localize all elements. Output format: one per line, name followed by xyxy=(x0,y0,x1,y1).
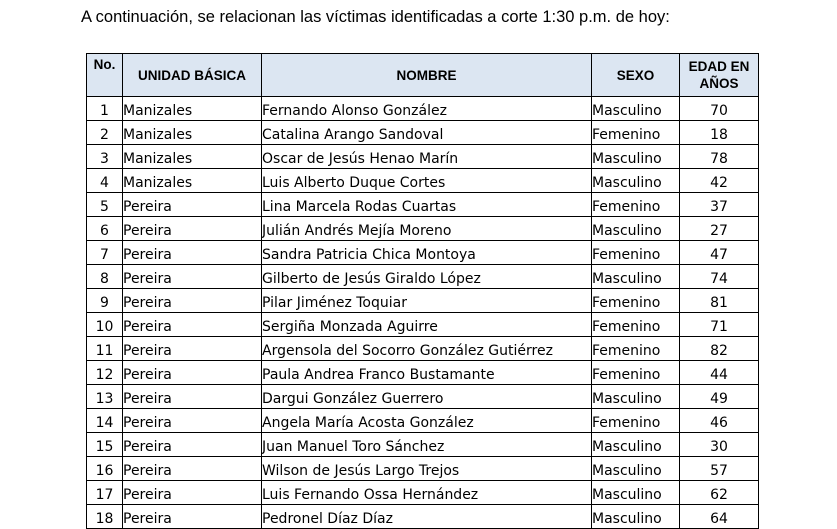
cell-no: 5 xyxy=(87,193,123,217)
cell-sex: Femenino xyxy=(592,121,680,145)
cell-unit: Pereira xyxy=(123,505,262,529)
header-no: No. xyxy=(87,54,123,97)
cell-no: 2 xyxy=(87,121,123,145)
cell-age: 30 xyxy=(680,433,759,457)
cell-no: 18 xyxy=(87,505,123,529)
cell-age: 62 xyxy=(680,481,759,505)
cell-sex: Femenino xyxy=(592,313,680,337)
cell-name: Juan Manuel Toro Sánchez xyxy=(262,433,592,457)
cell-sex: Masculino xyxy=(592,169,680,193)
cell-unit: Pereira xyxy=(123,313,262,337)
table-row xyxy=(87,409,759,433)
cell-unit: Manizales xyxy=(123,97,262,121)
cell-age: 81 xyxy=(680,289,759,313)
cell-sex: Femenino xyxy=(592,361,680,385)
table-row xyxy=(87,121,759,145)
table-row xyxy=(87,217,759,241)
table-row xyxy=(87,313,759,337)
cell-name: Lina Marcela Rodas Cuartas xyxy=(262,193,592,217)
cell-name: Argensola del Socorro González Gutiérrez xyxy=(262,337,592,361)
table-row xyxy=(87,337,759,361)
cell-sex: Femenino xyxy=(592,289,680,313)
cell-unit: Pereira xyxy=(123,433,262,457)
cell-no: 15 xyxy=(87,433,123,457)
cell-age: 64 xyxy=(680,505,759,529)
cell-name: Dargui González Guerrero xyxy=(262,385,592,409)
cell-name: Angela María Acosta González xyxy=(262,409,592,433)
cell-name: Fernando Alonso González xyxy=(262,97,592,121)
cell-name: Sandra Patricia Chica Montoya xyxy=(262,241,592,265)
victims-table xyxy=(86,53,759,529)
cell-age: 42 xyxy=(680,169,759,193)
table-row xyxy=(87,169,759,193)
table-row xyxy=(87,241,759,265)
cell-no: 16 xyxy=(87,457,123,481)
cell-no: 4 xyxy=(87,169,123,193)
table-row xyxy=(87,97,759,121)
header-age-line2: AÑOS xyxy=(699,76,739,91)
cell-name: Paula Andrea Franco Bustamante xyxy=(262,361,592,385)
table-row xyxy=(87,433,759,457)
table-row xyxy=(87,481,759,505)
cell-no: 3 xyxy=(87,145,123,169)
cell-age: 78 xyxy=(680,145,759,169)
cell-name: Pilar Jiménez Toquiar xyxy=(262,289,592,313)
table-row xyxy=(87,457,759,481)
cell-name: Gilberto de Jesús Giraldo López xyxy=(262,265,592,289)
cell-no: 9 xyxy=(87,289,123,313)
cell-unit: Pereira xyxy=(123,241,262,265)
cell-unit: Pereira xyxy=(123,481,262,505)
cell-age: 46 xyxy=(680,409,759,433)
cell-unit: Pereira xyxy=(123,289,262,313)
cell-sex: Masculino xyxy=(592,481,680,505)
cell-unit: Pereira xyxy=(123,409,262,433)
cell-age: 70 xyxy=(680,97,759,121)
cell-sex: Masculino xyxy=(592,265,680,289)
cell-age: 49 xyxy=(680,385,759,409)
header-age xyxy=(680,54,759,97)
cell-unit: Pereira xyxy=(123,193,262,217)
header-name: NOMBRE xyxy=(262,54,592,97)
cell-age: 74 xyxy=(680,265,759,289)
cell-age: 82 xyxy=(680,337,759,361)
cell-sex: Masculino xyxy=(592,217,680,241)
cell-no: 7 xyxy=(87,241,123,265)
cell-no: 11 xyxy=(87,337,123,361)
cell-unit: Manizales xyxy=(123,169,262,193)
header-age-line1: EDAD EN xyxy=(688,59,750,74)
cell-name: Pedronel Díaz Díaz xyxy=(262,505,592,529)
cell-no: 12 xyxy=(87,361,123,385)
intro-text: A continuación, se relacionan las víctimas identificadas a corte 1:30 p.m. de hoy: xyxy=(81,8,670,26)
cell-age: 44 xyxy=(680,361,759,385)
table-row xyxy=(87,361,759,385)
cell-no: 1 xyxy=(87,97,123,121)
header-unit: UNIDAD BÁSICA xyxy=(123,54,262,97)
cell-no: 6 xyxy=(87,217,123,241)
cell-name: Julián Andrés Mejía Moreno xyxy=(262,217,592,241)
table-row xyxy=(87,505,759,529)
header-sex: SEXO xyxy=(592,54,680,97)
cell-unit: Pereira xyxy=(123,337,262,361)
cell-no: 14 xyxy=(87,409,123,433)
cell-sex: Masculino xyxy=(592,385,680,409)
cell-sex: Masculino xyxy=(592,97,680,121)
cell-age: 37 xyxy=(680,193,759,217)
cell-name: Oscar de Jesús Henao Marín xyxy=(262,145,592,169)
table-header-row xyxy=(87,54,759,97)
cell-unit: Pereira xyxy=(123,217,262,241)
cell-age: 57 xyxy=(680,457,759,481)
cell-unit: Manizales xyxy=(123,145,262,169)
table-row xyxy=(87,289,759,313)
cell-sex: Femenino xyxy=(592,193,680,217)
cell-no: 13 xyxy=(87,385,123,409)
table-row xyxy=(87,145,759,169)
cell-unit: Manizales xyxy=(123,121,262,145)
cell-sex: Masculino xyxy=(592,433,680,457)
cell-no: 10 xyxy=(87,313,123,337)
cell-name: Catalina Arango Sandoval xyxy=(262,121,592,145)
cell-sex: Femenino xyxy=(592,337,680,361)
cell-age: 47 xyxy=(680,241,759,265)
cell-age: 27 xyxy=(680,217,759,241)
cell-no: 17 xyxy=(87,481,123,505)
cell-sex: Femenino xyxy=(592,409,680,433)
cell-age: 71 xyxy=(680,313,759,337)
cell-unit: Pereira xyxy=(123,361,262,385)
cell-sex: Masculino xyxy=(592,145,680,169)
cell-name: Luis Fernando Ossa Hernández xyxy=(262,481,592,505)
cell-name: Sergiña Monzada Aguirre xyxy=(262,313,592,337)
cell-unit: Pereira xyxy=(123,265,262,289)
table-row xyxy=(87,265,759,289)
cell-no: 8 xyxy=(87,265,123,289)
cell-sex: Masculino xyxy=(592,457,680,481)
table-row xyxy=(87,193,759,217)
cell-name: Wilson de Jesús Largo Trejos xyxy=(262,457,592,481)
cell-sex: Femenino xyxy=(592,241,680,265)
table-row xyxy=(87,385,759,409)
cell-name: Luis Alberto Duque Cortes xyxy=(262,169,592,193)
cell-age: 18 xyxy=(680,121,759,145)
cell-unit: Pereira xyxy=(123,457,262,481)
cell-sex: Masculino xyxy=(592,505,680,529)
cell-unit: Pereira xyxy=(123,385,262,409)
